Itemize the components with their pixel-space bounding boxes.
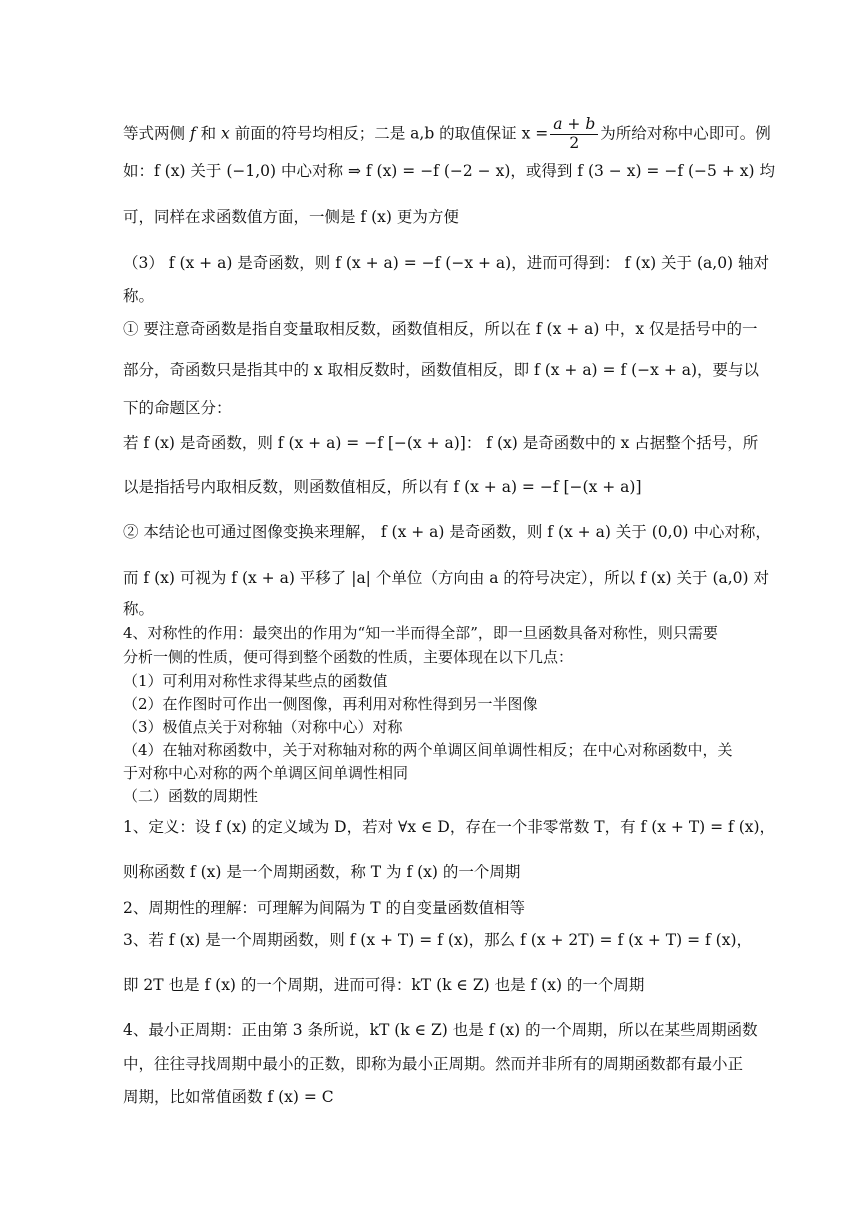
line-1-part-a: 等式两侧: [123, 124, 190, 143]
line-1-part-b: 和: [195, 124, 222, 143]
text-line-20: 于对称中心对称的两个单调区间单调性相同: [123, 764, 409, 782]
text-line-10: 以是指括号内取相反数，则函数值相反，所以有 f (x + a) = −f [−(x + a)]: [123, 478, 642, 496]
line-1-part-c: 前面的符号均相反；二是 a,b 的取值保证 x =: [229, 124, 549, 143]
line-1-part-d: 为所给对称中心即可。例: [600, 124, 771, 143]
text-line-16: （1）可利用对称性求得某些点的函数值: [123, 672, 388, 690]
text-line-2: 如：f (x) 关于 (−1,0) 中心对称 ⇒ f (x) = −f (−2 − x)，或得到 f (3 − x) = −f (−5 + x) 均: [123, 162, 775, 180]
text-line-23: 则称函数 f (x) 是一个周期函数，称 T 为 f (x) 的一个周期: [123, 863, 521, 881]
fraction-numerator: a + b: [550, 116, 598, 135]
text-line-14: 4、对称性的作用：最突出的作用为“知一半而得全部”，即一旦函数具备对称性，则只需要: [123, 624, 718, 642]
text-line-18: （3）极值点关于对称轴（对称中心）对称: [123, 718, 403, 736]
text-line-6: ① 要注意奇函数是指自变量取相反数，函数值相反，所以在 f (x + a) 中，x 仅是括号中的一: [123, 320, 758, 338]
line-1-var-f: f: [189, 124, 196, 143]
text-line-8: 下的命题区分：: [123, 399, 232, 417]
text-line-5: 称。: [123, 287, 155, 305]
text-line-27: 4、最小正周期：正由第 3 条所说，kT (k ∈ Z) 也是 f (x) 的一个周期，所以在某些周期函数: [123, 1021, 758, 1039]
fraction-a-plus-b-over-2: [550, 116, 598, 153]
text-line-26: 即 2T 也是 f (x) 的一个周期，进而可得：kT (k ∈ Z) 也是 f (x) 的一个周期: [123, 976, 645, 994]
text-line-3: 可，同样在求函数值方面，一侧是 f (x) 更为方便: [123, 208, 459, 226]
text-line-12: 而 f (x) 可视为 f (x + a) 平移了 |a| 个单位（方向由 a 的符号决定），所以 f (x) 关于 (a,0) 对: [123, 569, 770, 587]
text-line-25: 3、若 f (x) 是一个周期函数，则 f (x + T) = f (x)，那么 f (x + 2T) = f (x + T) = f (x)，: [123, 931, 752, 949]
text-line-29: 周期，比如常值函数 f (x) = C: [123, 1088, 334, 1106]
fraction-denominator: 2: [569, 133, 580, 152]
text-line-21: （二）函数的周期性: [123, 787, 259, 805]
text-line-19: （4）在轴对称函数中，关于对称轴对称的两个单调区间单调性相反；在中心对称函数中，关: [123, 741, 733, 759]
text-line-28: 中，往往寻找周期中最小的正数，即称为最小正周期。然而并非所有的周期函数都有最小正: [123, 1055, 744, 1073]
text-line-22: 1、定义：设 f (x) 的定义域为 D，若对 ∀x ∈ D，存在一个非零常数 T，有 f (x + T) = f (x)，: [123, 818, 776, 836]
line-1-var-x: x: [221, 124, 230, 143]
text-line-4: （3） f (x + a) 是奇函数，则 f (x + a) = −f (−x + a)，进而可得到： f (x) 关于 (a,0) 轴对: [123, 254, 770, 272]
text-line-11: ② 本结论也可通过图像变换来理解， f (x + a) 是奇函数，则 f (x + a) 关于 (0,0) 中心对称，: [123, 523, 771, 541]
text-line-17: （2）在作图时可作出一侧图像，再利用对称性得到另一半图像: [123, 695, 538, 713]
text-line-1: [123, 116, 800, 153]
text-line-24: 2、周期性的理解：可理解为间隔为 T 的自变量函数值相等: [123, 899, 526, 917]
text-line-9: 若 f (x) 是奇函数，则 f (x + a) = −f [−(x + a)]： f (x) 是奇函数中的 x 占据整个括号，所: [123, 434, 759, 452]
text-line-13: 称。: [123, 600, 155, 618]
text-line-7: 部分，奇函数只是指其中的 x 取相反数时，函数值相反，即 f (x + a) = f (−x + a)，要与以: [123, 361, 760, 379]
text-line-15: 分析一侧的性质，便可得到整个函数的性质，主要体现在以下几点：: [123, 648, 574, 666]
